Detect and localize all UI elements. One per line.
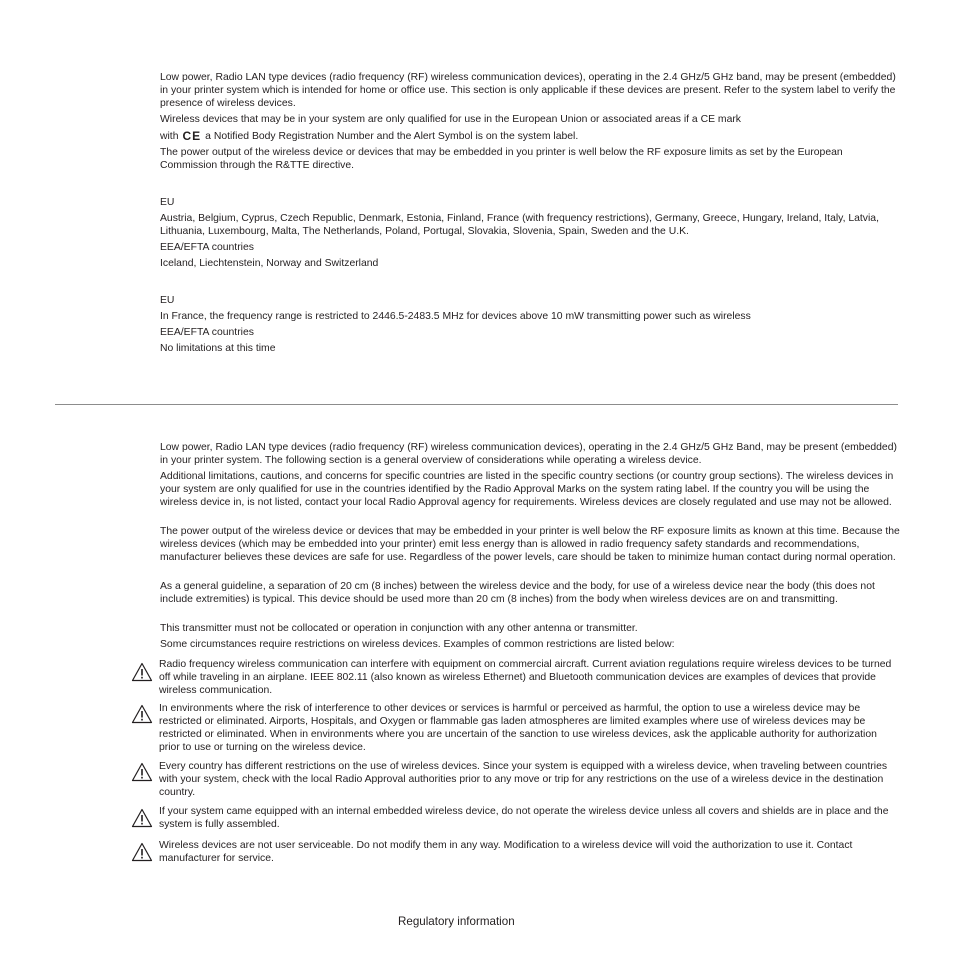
warning-triangle-icon [131,704,153,724]
section-divider [55,404,898,405]
ce-mark-logo: CE [182,129,202,143]
ce-mark-paragraph-line2 [160,130,900,144]
eea-efta-restrictions-label: EEA/EFTA countries [160,327,254,338]
separation-guideline-paragraph: As a general guideline, a separation of 20 cm (8 inches) between the wireless device and the body, for use of a wireless device near the body (this does not include extremities) is typical. This device should be used more than 20 cm (8 inches) from the body when wireless devices are on and transmitting. [160,581,875,605]
page-footer: Regulatory information [398,915,515,928]
country-limitations-paragraph: Additional limitations, cautions, and concerns for specific countries are listed in the specific country sections (or country group sections). The wireless devices in your system are only qualified for use in the countries identified by the Radio Approval Marks on the system rating label. If the country you will be using the wireless device in, is not listed, contact your local Radio Approval agency for requirements. Wireless devices are closely regulated and use may not be allowed. [160,471,894,508]
warning-triangle-icon [131,762,153,782]
rf-exposure-paragraph: The power output of the wireless device or devices that may be embedded in you printer is well below the RF exposure limits as set by the European Commission through the R&TTE directive. [160,147,843,171]
eu-intro-paragraph: Low power, Radio LAN type devices (radio frequency (RF) wireless communication devices), operating in the 2.4 GHz/5 GHz band, may be present (embedded) in your printer system which is intended for home or office use. This section is only applicable if these devices are present. Refer to the system label to verify the presence of wireless devices. [160,72,896,109]
power-output-paragraph: The power output of the wireless device or devices that may be embedded in your printer is well below the RF exposure limits as known at this time. Because the wireless devices (which may be embedded into your printer) emit less energy than is allowed in radio frequency safety standards and recommendations, manufacturer believes these devices are safe for use. Regardless of the power levels, care should be taken to minimize human contact during normal operation. [160,526,900,563]
warning-triangle-icon [131,842,153,862]
eu-label: EU [160,197,175,208]
warning-not-serviceable-text: Wireless devices are not user serviceable. Do not modify them in any way. Modification to a wireless device will void the authorization to use it. Contact manufacturer for service. [159,840,853,864]
warning-embedded-device-text: If your system came equipped with an internal embedded wireless device, do not operate the wireless device unless all covers and shields are in place and the system is fully assembled. [159,806,889,830]
ce-mark-paragraph-rest: a Notified Body Registration Number and the Alert Symbol is on the system label. [205,131,579,142]
general-intro-paragraph: Low power, Radio LAN type devices (radio frequency (RF) wireless communication devices), operating in the 2.4 GHz/5 GHz Band, may be present (embedded) in your printer system. The following section is a general overview of considerations while operating a wireless device. [160,442,897,466]
france-restriction-text: In France, the frequency range is restricted to 2446.5-2483.5 MHz for devices above 10 mW transmitting power such as wireless [160,311,751,322]
eu-restrictions-label: EU [160,295,175,306]
eea-efta-label: EEA/EFTA countries [160,242,254,253]
collocation-paragraph: This transmitter must not be collocated or operation in conjunction with any other antenna or transmitter. [160,623,638,634]
warning-triangle-icon [131,808,153,828]
warning-triangle-icon [131,662,153,682]
eu-countries-list: Austria, Belgium, Cyprus, Czech Republic, Denmark, Estonia, Finland, France (with frequency restrictions), Germany, Greece, Hungary, Ireland, Italy, Latvia, Lithuania, Luxembourg, Malta, The Netherlands, Poland, Portugal, Slovakia, Slovenia, Spain, Sweden and the U.K. [160,213,879,237]
with-text: with [160,131,179,142]
restrictions-intro-paragraph: Some circumstances require restrictions on wireless devices. Examples of common restrictions are listed below: [160,639,675,650]
warning-travel-text: Every country has different restrictions on the use of wireless devices. Since your system is equipped with a wireless device, when traveling between countries with your system, check with the local Radio Approval authorities prior to any move or trip for any restrictions on the use of a wireless device in the destination country. [159,761,888,798]
no-limitations-text: No limitations at this time [160,343,276,354]
ce-mark-paragraph-line1: Wireless devices that may be in your system are only qualified for use in the European Union or associated areas if a CE mark [160,114,741,125]
warning-aircraft-text: Radio frequency wireless communication can interfere with equipment on commercial aircraft. Current aviation regulations require wireless devices to be turned off while traveling in an airplane. IEEE 802.11 (also known as wireless Ethernet) and Bluetooth communication devices are examples of devices that provide wireless communication. [159,659,892,696]
eea-efta-countries-list: Iceland, Liechtenstein, Norway and Switzerland [160,258,379,269]
warning-interference-text: In environments where the risk of interference to other devices or services is harmful or perceived as harmful, the option to use a wireless device may be restricted or eliminated. Airports, Hospitals, and Oxygen or flammable gas laden atmospheres are limited examples where use of wireless devices may be restricted or eliminated. When in environments where you are uncertain of the sanction to use wireless devices, ask the applicable authority for authorization prior to use or turning on the wireless device. [159,703,877,753]
